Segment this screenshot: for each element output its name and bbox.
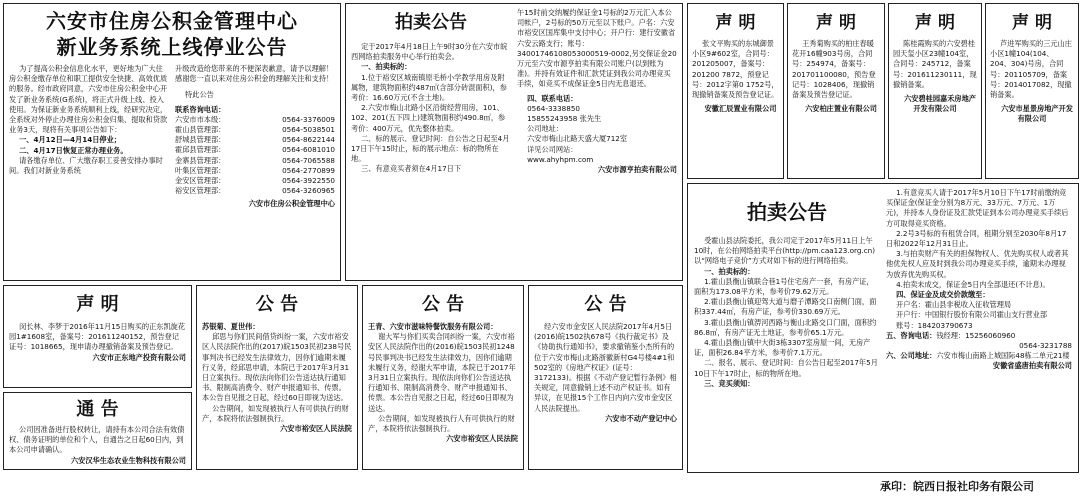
notice-body: 公司因准备进行股权转让，请持有本公司合法有效债权、债务证明的单位和个人，自通告之日起60日内，到本公司申请确认。 [9, 425, 185, 455]
signature: 六安市正东地产投资有限公司 [92, 352, 186, 362]
signature: 六安柏庄置业有限公司 [805, 104, 877, 114]
notice-court-1 [196, 285, 358, 470]
body-paragraph: 为了提高公积金信息化水平，更好地为广大住房公积金缴存单位和职工提供安全快捷、高效优质的服务。经市政府同意，六安市住房公积金中心开发了新业务系统(G系统)，将正式升级上线、投入使用。为保证新业务系统顺利上线，经研究决定，全系统对外停止办理住房公积金归集、提取和贷款业务3天，现将有关事项公告如下： [9, 64, 168, 135]
signature: 六安市住房公积金管理中心 [248, 199, 335, 209]
addressee: 王青、六安市滋味特餐饮服务有限公司： [368, 322, 498, 331]
phone-heading: 联系咨询电话： [175, 104, 226, 114]
body-item: 3.霍山县衡山镇淠河西路与衡山北路交口门面，面积约86.8㎡，有房产证无土地证，参考价65.1万元。 [694, 317, 877, 337]
signature: 安徽汇辰置业有限公司 [704, 104, 777, 114]
body-item: 1.有意竞买人请于2017年5月10日下午17时前缴纳竞买保证金(保证金分别为8万元、33万元、7万元、1万元)，并持本人身份证及汇款凭证到本公司办理竞买手续后方可取得竞买资格。 [886, 188, 1069, 228]
statement-body: 芦进军购买的三元山庄小区1幢104(104、204、304)号房，合同号：201105709，备案号：2014017082，现撤销备案。 [990, 39, 1072, 100]
signature: 六安市不动产登记中心 [605, 413, 677, 423]
notice-title: 公 告 [255, 294, 299, 315]
notice-auction-yuanheng [345, 3, 683, 281]
statement-title: 声 明 [816, 13, 856, 33]
notice-title: 拍卖公告 [747, 200, 827, 224]
website-label: 详见公司网站： [527, 144, 578, 154]
website-link[interactable]: www.ahyhpm.com [527, 154, 594, 164]
notice-housing-fund [3, 3, 341, 281]
statement-5 [3, 285, 192, 388]
body-item: 2.2号3号标的有租赁合同，租期分别至2030年8月17日和2022年12月31日止。 [886, 228, 1067, 249]
notice-auction-shengtang [687, 183, 1079, 473]
phone-row: 六安市市本级： 0564-3376009 [175, 114, 335, 124]
signature: 六安市裕安区人民法院 [280, 424, 352, 434]
body-item: 2.六安市梅山北路小区沿街经营用房，101、102、201(五下四上)建筑物面积约490.8㎡，参考价：400万元，优先整体拍卖。 [351, 103, 506, 133]
notice-court-2 [362, 285, 524, 470]
address: 六安市梅山北路天盛大厦712室 [527, 134, 628, 144]
account-bank: 开户行：中国银行股份有限公司霍山支行营业部 [896, 310, 1048, 320]
notice-title-line1: 六安市住房公积金管理中心 [46, 9, 298, 33]
section-heading: 一、拍卖标的： [704, 266, 755, 276]
signature: 六安市源亨拍卖有限公司 [597, 165, 677, 175]
statement-title: 声 明 [76, 294, 119, 315]
body-item: 一、4月12日—4月14日停业； [19, 135, 121, 145]
notice-title: 公 告 [584, 294, 627, 315]
section-heading: 六、公司地址： [886, 351, 937, 361]
body-paragraph: 受霍山县法院委托，我公司定于2017年5月11日上午10时，在公拍网络拍卖平台(http://pm.caa123.org.cn)以“网络电子竞价”方式对如下标的进行网络拍卖。 [694, 236, 876, 266]
phone: 15855243958 张先生 [527, 114, 602, 124]
phone-row: 舒城县管理部： 0564-8622144 [175, 135, 335, 145]
phone-row: 裕安区管理部： 0564-3260965 [175, 186, 335, 196]
body-paragraph: 升级改造给您带来的不便深表歉意，请予以理解！感谢您一直以来对住房公积金的理解关注和支持！ [175, 64, 334, 84]
statement-4 [985, 3, 1079, 179]
body-paragraph: 午15时前交纳履约保证金1号标的2万元汇入本公司帐户，2号标的50万元至以下账户。户名：六安市裕安区国库集中支付中心；开户行：建行安徽省六安云路支行；账号：34001746108053000519-0002,另交保证金20万元至六安市源亨拍卖有限公司账户(以到账为准)。并持有效证件和汇款凭证到我公司办理竞买手续，如竞买不成保证金5日内无息退还。 [517, 8, 677, 89]
body-item: 1.位于裕安区城南镇原毛桥小学教学用房及附属物，建筑物面积约487㎡(含部分砖混面积)，参考价：16.60万元(不含土地)。 [351, 72, 507, 103]
body-item: 二、4月17日恢复正常办理业务。 [19, 145, 128, 155]
signature: 安徽省盛唐拍卖有限公司 [992, 361, 1072, 371]
section-heading: 三、竞买须知： [704, 378, 755, 388]
notice-title: 拍卖公告 [395, 12, 467, 33]
notice-body: 谢大军与你们买卖合同纠纷一案，六安市裕安区人民法院作出的(2016)皖1503民初1248号民事判决书已经发生法律效力，因你们逾期未履行义务，经谢大军申请，本院已于2017年3月31日立案执行。现依法向你们公告送达执行通知书、限制高消费令、财产申报通知书、传票。本公告自见报之日起，经过60日即视为送达。 [368, 332, 516, 413]
phone-row: 金寨县管理部： 0564-7065588 [175, 155, 335, 165]
body-item: 1.霍山县衡山镇联合巷1号住宅房产一套，有房产证，面积为173.08平方米，参考价79.62万元。 [694, 276, 874, 297]
signature: 六安市星景房地产开发有限公司 [1001, 104, 1073, 124]
notice-closing: 特此公告 [185, 90, 214, 100]
statement-title: 声 明 [1012, 13, 1052, 33]
statement-body: 闵长林、李梦于2016年11月15日购买的正东凯旋花园1#1608室，备案号：201611240152，预告登记证号：1018665，现申请办理撤销备案及预告登记。 [9, 322, 186, 352]
notice-body: 经六安市金安区人民法院2017年4月5日(2016)皖1502执678号《执行裁定书》及《协助执行通知书》，要求撤销鉴小杰所有的位于六安市梅山北路浙徽新村G4号楼4#1和502室的《房地产权证》(证号：3172133)。根据《不动产登记暂行条例》相关规定，同意撤销上述不动产权证书。如有异议，在见报15个工作日内向六安市金安区人民法院提出。 [534, 322, 677, 413]
addressee: 苏银菊、夏世伟： [202, 322, 260, 331]
phone-row: 霍邱县管理部： 0564-6081010 [175, 145, 335, 155]
account-number: 账号：184203790673 [896, 320, 973, 330]
statement-body: 王秀菊购买的柏庄春暖花开16幢903号房，合同号：254974，备案号：201701100080，预告登记号：1028406，现撤销备案及预告登记证。 [792, 39, 876, 100]
phone-row: 金安区管理部： 0564-3922550 [175, 176, 335, 186]
statement-2 [787, 3, 885, 179]
phone-list [175, 115, 335, 197]
address: 六安市梅山南路上城国际48栋二单元21楼 [936, 351, 1070, 361]
body-item: 3.与拍卖财产有关的担保物权人、优先购买权人或者其他优先权人应及时到我公司办理竞买手续，逾期未办理视为放弃优先购买权。 [886, 249, 1069, 279]
statement-3 [888, 3, 982, 179]
body-paragraph: 三、有意竞买者须在4月17日下 [361, 164, 462, 174]
phone: 钱经理：15256060960 [936, 330, 1016, 340]
body-paragraph: 二、报名、展示、登记时间：自公告日起至2017年5月10日下午17时止，标的物所在地。 [694, 358, 878, 378]
body-paragraph: 定于2017年4月18日上午9时30分在六安市皖西网络拍卖服务中心举行拍卖会。 [351, 42, 508, 62]
signature: 六安市裕安区人民法院 [446, 434, 518, 444]
phone: 0564-3338850 [527, 103, 580, 113]
body-item: 4.霍山县衡山镇中大街3栋3307室房屋一间，无房产证，面积26.84平方米，参考价7.1万元。 [694, 338, 871, 358]
section-heading: 四、联系电话： [527, 93, 578, 103]
notice-body: 邱思与你们民间借贷纠纷一案，六安市裕安区人民法院作出的(2017)皖1503民初238号民事判决书已经发生法律效力，因你们逾期未履行义务，经邱思申请，本院已于2017年3月31日立案执行。现依法向你们公告送达执行通知书、限制高消费令、财产申报通知书、传票。本公告自见报之日起，经过60日即视为送达。 [202, 332, 352, 403]
phone-row: 霍山县管理部： 0564-5038501 [175, 125, 335, 135]
body-paragraph: 请各缴存单位、广大缴存职工妥善安排办事时间。我们对新业务系统 [9, 155, 163, 176]
notice-title-line2: 新业务系统上线停业公告 [56, 35, 288, 59]
body-item: 4.拍卖未成交，保证金5日内全部退还(不计息)。 [896, 279, 1050, 289]
address-label: 公司地址： [527, 124, 564, 134]
notice-tonggao [3, 392, 192, 470]
statement-body: 陈桂霞购买的六安碧桂园天玺小区23幢104室，合同号：245712，备案号：201611230111，现撤销备案。 [893, 39, 977, 89]
notice-title: 通 告 [76, 399, 119, 420]
phone-row: 叶集区管理部： 0564-2770899 [175, 165, 335, 175]
printer-credit: 承印：皖西日报社印务有限公司 [880, 480, 1034, 493]
account-name: 开户名：霍山县非税收入征收管理局 [896, 300, 1012, 310]
section-heading: 四、保证金及成交价款缴至： [896, 290, 990, 300]
body-item: 2.霍山县衡山镇迎驾大道与磨子潭路交口南侧门面，面积337.44㎡，有房产证，参考价330.69万元。 [694, 297, 877, 317]
signature: 六安汉华生态农业生物科技有限公司 [70, 455, 186, 465]
body-paragraph: 二、标的展示、登记时间：自公告之日起至4月17日下午15时止，标的展示地点：标的物所在地。 [351, 133, 510, 164]
phone: 0564-3231788 [1019, 341, 1072, 351]
statement-body: 张文平购买的东城御景小区9#602室，合同号：201205007，备案号：201200 7872，预登记号：2012字第0 1752号，现撤销备案及预告登记证。 [692, 39, 779, 100]
section-heading: 五、咨询电话： [886, 330, 937, 340]
signature: 六安碧桂园嘉禾房地产开发有限公司 [904, 94, 976, 114]
statement-1 [687, 3, 784, 179]
notice-title: 公 告 [421, 294, 465, 315]
notice-body: 公告期间，如发现被执行人有可供执行的财产，本院将依法强制执行。 [368, 413, 515, 434]
section-heading: 一、拍卖标的： [361, 62, 412, 72]
statement-title: 声 明 [915, 13, 955, 33]
notice-property-registry [528, 285, 683, 470]
statement-title: 声 明 [715, 13, 756, 33]
notice-body: 公告期间，如发现被执行人有可供执行的财产，本院将依法强制执行。 [202, 403, 349, 423]
